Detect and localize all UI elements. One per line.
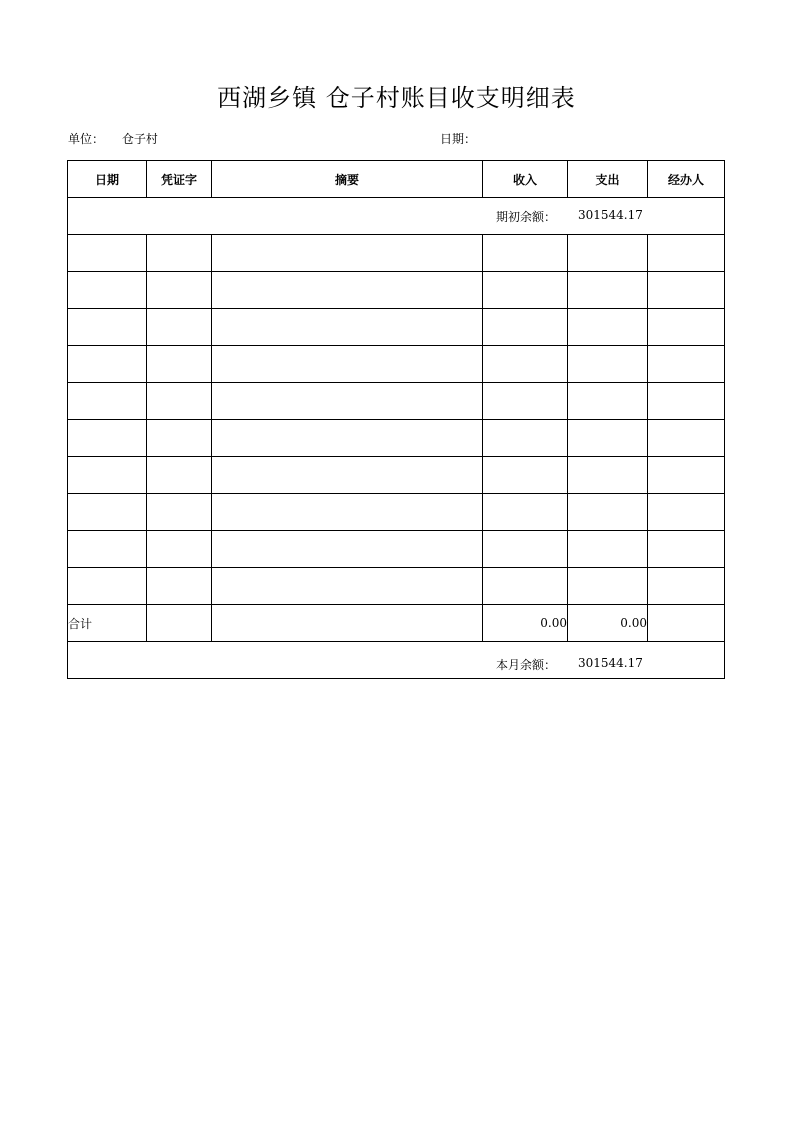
date-label: 日期：	[440, 132, 477, 146]
cell-date	[68, 568, 147, 605]
cell-handler	[648, 309, 725, 346]
cell-expense	[568, 494, 648, 531]
total-row	[68, 605, 725, 642]
cell-income	[483, 457, 568, 494]
opening-balance-row	[68, 198, 725, 235]
total-handler	[648, 605, 725, 642]
cell-voucher	[147, 235, 212, 272]
cell-expense	[568, 383, 648, 420]
ledger-table	[67, 160, 725, 679]
closing-balance-label: 本月余额：	[496, 658, 557, 672]
cell-summary	[212, 346, 483, 383]
cell-handler	[648, 383, 725, 420]
cell-income	[483, 531, 568, 568]
cell-summary	[212, 494, 483, 531]
cell-voucher	[147, 457, 212, 494]
page-title: 西湖乡镇 仓子村账目收支明细表	[217, 84, 576, 112]
table-row	[68, 457, 725, 494]
header-voucher: 凭证字	[147, 161, 212, 198]
cell-handler	[648, 346, 725, 383]
table-row	[68, 568, 725, 605]
cell-date	[68, 346, 147, 383]
unit-label: 单位：	[68, 132, 105, 146]
cell-voucher	[147, 346, 212, 383]
table-row	[68, 346, 725, 383]
cell-voucher	[147, 383, 212, 420]
cell-summary	[212, 309, 483, 346]
cell-expense	[568, 568, 648, 605]
cell-handler	[648, 531, 725, 568]
cell-expense	[568, 235, 648, 272]
header-income: 收入	[483, 161, 568, 198]
cell-date	[68, 457, 147, 494]
cell-income	[483, 346, 568, 383]
cell-expense	[568, 272, 648, 309]
header-expense: 支出	[568, 161, 648, 198]
cell-summary	[212, 383, 483, 420]
cell-date	[68, 383, 147, 420]
cell-income	[483, 420, 568, 457]
cell-date	[68, 420, 147, 457]
opening-balance-value: 301544.17	[578, 208, 643, 222]
unit-value: 仓子村	[121, 132, 158, 146]
closing-balance-row	[68, 642, 725, 679]
cell-summary	[212, 420, 483, 457]
total-voucher	[147, 605, 212, 642]
cell-voucher	[147, 568, 212, 605]
cell-date	[68, 272, 147, 309]
cell-summary	[212, 235, 483, 272]
cell-income	[483, 568, 568, 605]
cell-summary	[212, 457, 483, 494]
total-summary	[212, 605, 483, 642]
cell-voucher	[147, 309, 212, 346]
table-row	[68, 309, 725, 346]
total-income: 0.00	[483, 605, 568, 642]
cell-expense	[568, 346, 648, 383]
closing-balance-value: 301544.17	[578, 656, 643, 670]
cell-income	[483, 272, 568, 309]
cell-handler	[648, 457, 725, 494]
cell-date	[68, 235, 147, 272]
header-handler: 经办人	[648, 161, 725, 198]
cell-handler	[648, 420, 725, 457]
opening-balance-label: 期初余额：	[496, 210, 557, 224]
cell-income	[483, 235, 568, 272]
cell-voucher	[147, 272, 212, 309]
cell-expense	[568, 457, 648, 494]
cell-income	[483, 383, 568, 420]
date-field	[440, 130, 494, 147]
cell-summary	[212, 272, 483, 309]
cell-handler	[648, 235, 725, 272]
cell-income	[483, 309, 568, 346]
cell-handler	[648, 494, 725, 531]
cell-income	[483, 494, 568, 531]
unit-field	[68, 130, 158, 147]
total-label: 合计	[68, 605, 147, 642]
header-summary: 摘要	[212, 161, 483, 198]
cell-date	[68, 309, 147, 346]
cell-summary	[212, 531, 483, 568]
header-date: 日期	[68, 161, 147, 198]
cell-date	[68, 494, 147, 531]
cell-date	[68, 531, 147, 568]
table-row	[68, 383, 725, 420]
cell-voucher	[147, 420, 212, 457]
cell-expense	[568, 309, 648, 346]
table-row	[68, 235, 725, 272]
cell-expense	[568, 531, 648, 568]
cell-summary	[212, 568, 483, 605]
cell-handler	[648, 272, 725, 309]
table-row	[68, 531, 725, 568]
table-row	[68, 272, 725, 309]
table-row	[68, 420, 725, 457]
total-expense: 0.00	[568, 605, 648, 642]
cell-voucher	[147, 531, 212, 568]
cell-expense	[568, 420, 648, 457]
cell-voucher	[147, 494, 212, 531]
cell-handler	[648, 568, 725, 605]
header-row	[68, 161, 725, 198]
table-row	[68, 494, 725, 531]
